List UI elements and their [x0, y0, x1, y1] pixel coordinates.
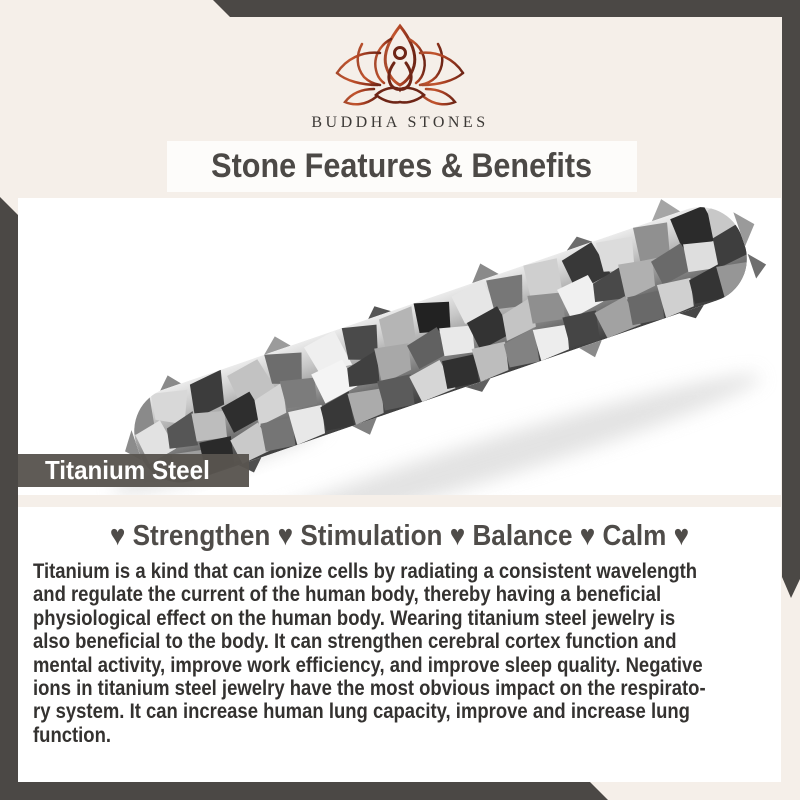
description-line: ions in titanium steel jewelry have the most obvious impact on the respirato- — [33, 677, 706, 701]
brand-name: BUDDHA STONES — [311, 114, 489, 131]
meditating-figure — [376, 48, 424, 103]
description-line: function. — [33, 723, 112, 747]
benefits-section — [18, 507, 781, 782]
crystal-bar — [104, 198, 778, 495]
product-label-text: Titanium Steel — [44, 455, 210, 485]
description-line: and regulate the current of the human body, thereby having a beneficial — [33, 583, 662, 607]
product-label — [18, 454, 249, 487]
page-title: Stone Features & Benefits — [211, 147, 593, 185]
description-line: physiological effect on the human body. Wearing titanium steel jewelry is — [33, 606, 676, 630]
description-paragraph — [18, 560, 781, 747]
frame-top-band — [0, 0, 800, 17]
titanium-bar-image — [18, 198, 781, 495]
benefits-heading: ♥ Strengthen ♥ Stimulation ♥ Balance ♥ Calm ♥ — [109, 520, 690, 552]
description-line: ry system. It can increase human lung capacity, improve and increase lung — [33, 700, 690, 724]
frame-right-band — [782, 0, 800, 598]
frame-left-band — [0, 197, 18, 800]
description-line: also beneficial to the body. It can strengthen cerebral cortex function and — [33, 630, 677, 654]
description-line: mental activity, improve work efficiency, and improve sleep quality. Negative — [33, 653, 703, 677]
product-photo — [18, 198, 781, 495]
description-line: Titanium is a kind that can ionize cells by radiating a consistent wavelength — [33, 560, 698, 583]
lotus-meditation-icon — [334, 23, 466, 113]
title-banner — [167, 141, 637, 192]
frame-bottom-band — [0, 782, 608, 800]
